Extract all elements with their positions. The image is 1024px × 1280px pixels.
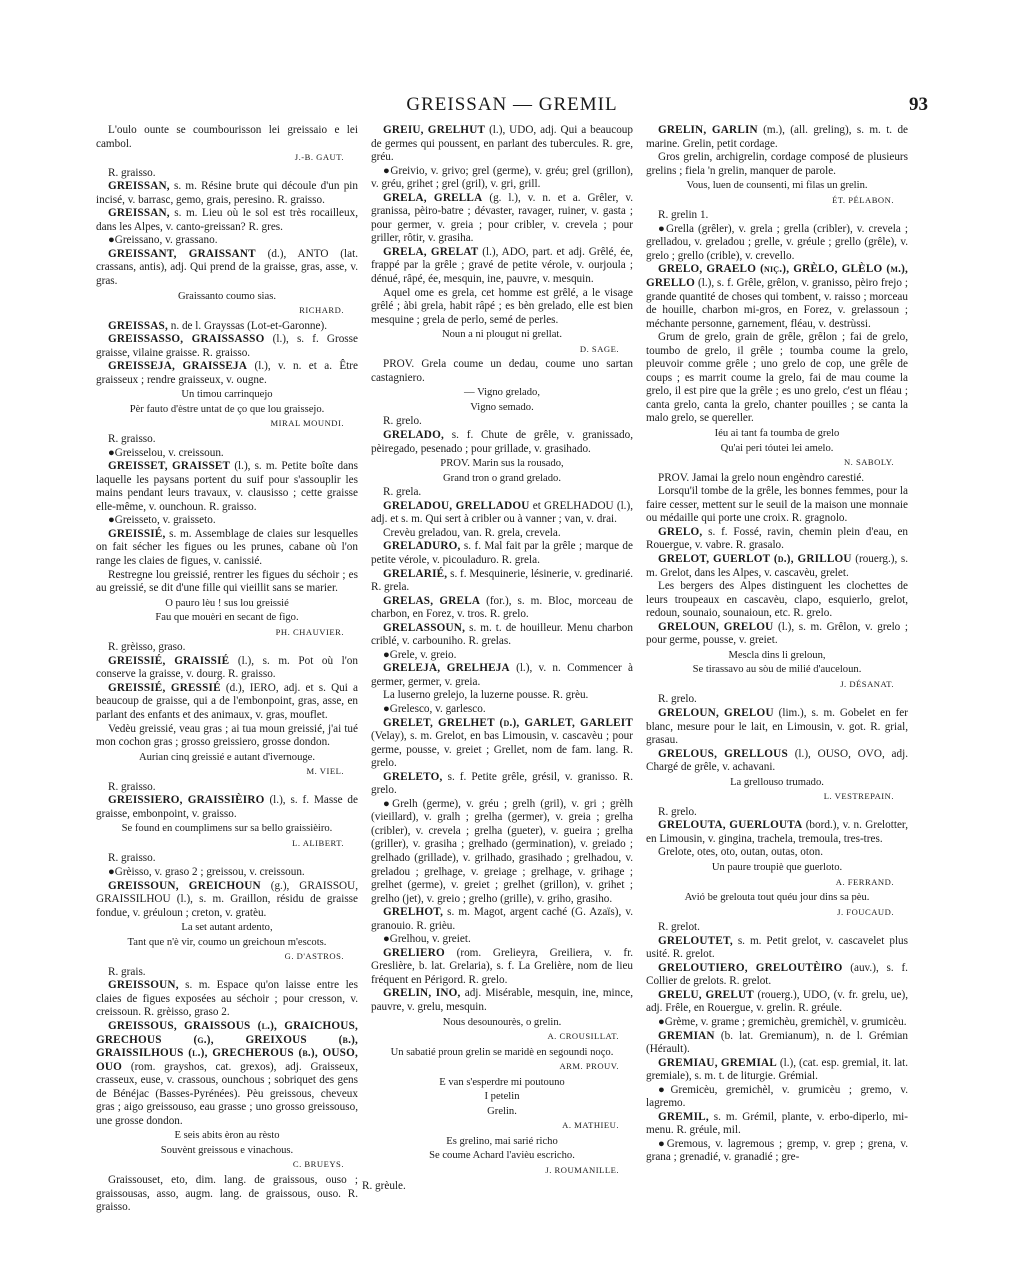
- text-paragraph: La luserno grelejo, la luzerne pousse. R. grèu.: [383, 689, 589, 702]
- dictionary-entry: [371, 906, 633, 933]
- text-paragraph: R. graisso.: [108, 780, 156, 793]
- dictionary-entry: [96, 320, 358, 334]
- entry-headword: GREISSAN,: [108, 180, 170, 193]
- entry-headword: GREISSOUN,: [108, 979, 179, 992]
- page-header: [0, 94, 1024, 124]
- dictionary-entry: [646, 1030, 908, 1057]
- quotation-source: J. ROUMANILLE.: [545, 1165, 619, 1176]
- dictionary-entry: [646, 1111, 908, 1138]
- dictionary-entry: [96, 1020, 358, 1128]
- dictionary-entry: [96, 360, 358, 387]
- quotation-line: Graissanto coumo sias.: [178, 290, 276, 302]
- dictionary-entry: [646, 553, 908, 580]
- entry-headword: GREMIAN: [658, 1029, 715, 1042]
- dictionary-entry: [371, 622, 633, 649]
- quotation-source: MIRAL MOUNDI.: [270, 418, 344, 429]
- text-paragraph: R. graisso.: [108, 166, 156, 179]
- entry-definition: (l.), (cat. esp. gremial, it. lat. gremiale), s. m. t. de liturgie. Grémial.: [646, 1056, 908, 1083]
- dictionary-entry: [371, 662, 633, 689]
- quotation-source: L. ALIBERT.: [292, 837, 344, 848]
- entry-headword: GREISSASSO, GRAISSASSO: [108, 333, 265, 346]
- text-paragraph: ●Grelh (germe), v. gréu ; grelh (gril), v. gri ; grèlh (vieillard), v. gralh ; grelha (germer), v. greia ; grelha (cribler), v. crevela ; grelha (gueter), v. gueira ; grelha (griller), v. grasiha ; grelhado (germination), v. greiado ; grelhado (grillade), v. grilhado, grasihado ; grelhadou, v. greladou ; grelhage, v. greiage ; grelhage, v. grihage ; grelhet (germe), v. greiet ; grelhet (grillon), v. grihet ; grelho (jet), v. greio ; grelho (grille), v. griho, grasiho.: [371, 797, 633, 905]
- quotation-source: A. MATHIEU.: [562, 1120, 619, 1131]
- entry-definition: (l.), s. f. Grêle, grêlon, v. granisso, pèiro frejo ; grande quantité de choses qui tombent, v. raisso ; morceau de houille, charbon mi-gros, en Forez, v. grelassoun ; méchante personne, garnement, fléau, v. destrùssi.: [646, 277, 908, 330]
- dictionary-entry: [646, 1057, 908, 1084]
- quotation-source: A. CROUSILLAT.: [547, 1031, 619, 1042]
- entry-headword: GRELOUTA, GUERLOUTA: [658, 819, 803, 832]
- entry-headword: GREISSET, GRAISSET: [108, 460, 231, 473]
- quotation-source: PH. CHAUVIER.: [275, 626, 344, 637]
- text-paragraph: Grum de grelo, grain de grêle, grêlon ; fai de grelo, toumbo de grelo, il grêle ; toumba coume la grelo, pleuvoir comme grêle ; uno grelo de cop, une grêle de coups ; es marrit coume la grelo, fai de mau coume la grelo, il est pire que la grêle ; es uno grelo, c'est un fléau ; canta grelo, canta la grelo, chanter pouilles ; se canta la malo grelo, se quereller.: [646, 331, 908, 425]
- entry-headword: GRELO, GRAELO (niç.), GRÈLO, GLÈLO (m.), GRELLO: [646, 263, 908, 290]
- text-paragraph: R. grelo.: [383, 415, 422, 428]
- quotation-source: C. BRUEYS.: [292, 1159, 344, 1170]
- entry-headword: GREISSIÉ, GRESSIÉ: [108, 681, 221, 694]
- column-left: [96, 124, 358, 1214]
- dictionary-entry: [96, 655, 358, 682]
- dictionary-entry: [371, 947, 633, 988]
- column-middle-last-line: R. grèule.: [362, 1180, 406, 1192]
- entry-headword: GREMIAU, GREMIAL: [658, 1056, 777, 1069]
- dictionary-entry: [371, 192, 633, 246]
- entry-headword: GRELADOU, GRELLADOU: [383, 499, 530, 512]
- text-paragraph: R. grelo.: [658, 805, 697, 818]
- text-paragraph: ●Grèisso, v. graso 2 ; greissou, v. creissoun.: [108, 865, 305, 878]
- quotation-line: Un timou carrinquejo: [181, 389, 273, 401]
- entry-headword: GRELADURO,: [383, 540, 461, 553]
- text-paragraph: R. graisso.: [108, 433, 156, 446]
- text-paragraph: PROV. Jamai la grelo noun engèndro carestié.: [658, 471, 865, 484]
- entry-headword: GRELU, GRELUT: [658, 988, 754, 1001]
- entry-headword: GRELOUN, GRELOU: [658, 620, 774, 633]
- text-paragraph: Les bergers des Alpes distinguent les clochettes de leurs troupeaux en cascavèu, clapo, esquierlo, grelot, redoun, sounaio, sounaioun, etc. R. grelo.: [646, 580, 908, 620]
- text-paragraph: R. grais.: [108, 965, 146, 978]
- quotation-line: Se coume Achard l'avièu escricho.: [429, 1150, 575, 1162]
- text-paragraph: ●Greisselou, v. creissoun.: [108, 446, 224, 459]
- dictionary-entry: [96, 460, 358, 514]
- quotation-source: D. SAGE.: [579, 343, 619, 354]
- text-paragraph: Lorsqu'il tombe de la grêle, les bonnes femmes, pour la faire cesser, mettent sur le seuil de la maison une monnaie ou médaille qui porte une croix. R. gragnolo.: [646, 485, 908, 525]
- quotation-line: Grelin.: [487, 1105, 517, 1117]
- text-paragraph: ●Gremous, v. lagremous ; gremp, v. grep ; grena, v. grana ; grenadié, v. granadié ; gre-: [646, 1137, 908, 1164]
- text-paragraph: ●Grella (grêler), v. grela ; grella (cribler), v. crevela ; grelladou, v. greladou ; grelle, v. gréule ; grello (grêle), v. grelo ; grello (crible), v. crevello.: [646, 222, 908, 262]
- entry-headword: GRELEJA, GRELHEJA: [383, 662, 510, 675]
- text-paragraph: Grelote, otes, oto, outan, outas, oton.: [658, 846, 823, 859]
- entry-definition: adj. Misérable, mesquin, ine, mince, pauvre, v. grelu, mesquin.: [371, 987, 633, 1013]
- text-paragraph: ●Grelhou, v. greiet.: [383, 933, 471, 946]
- quotation-line: Tant que n'è vir, coumo un greichoun m'escots.: [127, 936, 327, 948]
- quotation-line: Noun a ni plougut ni grellat.: [441, 329, 563, 341]
- dictionary-entry: [96, 207, 358, 234]
- dictionary-entry: [646, 263, 908, 331]
- entry-definition: (g.), GRAISSOU, GRAISSILHOU (l.), s. m. Graillon, résidu de graisse fondue, v. gréuloun ; creton, v. gratèu.: [96, 879, 358, 919]
- text-paragraph: L'oulo ounte se coumbourisson lei greissaio e lei cambol.: [96, 124, 358, 150]
- text-paragraph: R. grelo.: [658, 693, 697, 706]
- entry-headword: GREISSAS,: [108, 319, 168, 332]
- text-paragraph: R. grelin 1.: [658, 209, 709, 222]
- dictionary-entry: [96, 979, 358, 1020]
- text-paragraph: ●Grème, v. grame ; gremichèu, gremichèl, v. grumicèu.: [658, 1016, 907, 1028]
- dictionary-entry: [646, 962, 908, 989]
- entry-definition: s. m. Résine brute qui découle d'un pin incisé, v. barrasc, gemo, grais, peresino. R. graisso.: [96, 180, 358, 206]
- entry-headword: GRELOT, GUERLOT (d.), GRILLOU: [658, 552, 852, 565]
- entry-definition: (d.), ANTO (lat. crassans, antis), adj. Qui prend de la graisse, gras, asse, v. gras.: [96, 247, 358, 288]
- entry-definition: (l.), OUSO, OVO, adj. Chargé de grêle, v. achavani.: [646, 747, 908, 774]
- quotation-source: M. VIEL.: [306, 766, 344, 777]
- entry-headword: GRELIERO: [383, 946, 445, 959]
- entry-headword: GRELETO,: [383, 770, 443, 783]
- entry-headword: GRELET, GRELHET (d.), GARLET, GARLEIT: [383, 716, 633, 729]
- entry-definition: (for.), s. m. Bloc, morceau de charbon, en Forez, v. tros. R. grelo.: [371, 594, 633, 621]
- entry-headword: GRELADO,: [383, 429, 444, 442]
- quotation-source: ARM. PROUV.: [559, 1061, 619, 1072]
- dictionary-entry: [371, 771, 633, 798]
- quotation-line: Avió be grelouta tout quéu jour dins sa pèu.: [684, 892, 870, 904]
- quotation-line: Aurian cinq greissié e autant d'ivernouge.: [138, 751, 316, 763]
- quotation-line: I petelin: [484, 1091, 520, 1103]
- entry-definition: s. m. Magot, argent caché (G. Azaïs), v. granouio. R. grièu.: [371, 906, 633, 932]
- entry-definition: s. m. Petit grelot, v. cascavelet plus usité. R. grelot.: [646, 934, 908, 961]
- entry-headword: GREISSIERO, GRAISSIÈIRO: [108, 794, 265, 807]
- dictionary-entry: [646, 621, 908, 648]
- dictionary-entry: [371, 717, 633, 771]
- entry-definition: (l.), v. n. et a. Être graisseux ; rendre graisseux, v. ougne.: [96, 360, 358, 386]
- entry-headword: GREISSOUN, GREICHOUN: [108, 879, 261, 892]
- entry-definition: (l.), UDO, adj. Qui a beaucoup de germes qui poussent, en parlant des tubercules. R. gre, gréu.: [371, 124, 633, 164]
- entry-definition: (Velay), s. m. Grelot, en bas Limousin, v. cascavèu ; pour germe, pousse, v. greiet ; Grellet, nom de fam. lang. R. grelo.: [371, 730, 633, 770]
- entry-headword: GRELOUTIERO, GRELOUTÈIRO: [658, 961, 843, 974]
- text-paragraph: ●Grele, v. greio.: [383, 648, 457, 661]
- entry-headword: GRELHOT,: [383, 906, 444, 919]
- quotation-line: Mescla dins li greloun,: [728, 649, 826, 661]
- entry-definition: (l.), s. m. Petite boîte dans laquelle les paysans portent du suif pour s'assouplir les mains pendant leurs travaux, v. clausisso ; cette graisse elle-même, v. ounchoun. R. graisso.: [96, 460, 358, 513]
- text-paragraph: ●Gremicèu, gremichèl, v. grumicèu ; gremo, v. lagremo.: [646, 1083, 908, 1110]
- entry-definition: (lim.), s. m. Gobelet en fer blanc, mesure pour le lait, en Limousin, v. got. R. grial, grasau.: [646, 706, 908, 747]
- quotation-source: RICHARD.: [299, 305, 344, 316]
- entry-definition: (rouerg.), s. m. Grelot, dans les Alpes, v. cascavèu, grelet.: [646, 552, 908, 579]
- dictionary-entry: [96, 528, 358, 569]
- entry-headword: GREISSIÉ,: [108, 527, 166, 540]
- column-right: [646, 124, 908, 1204]
- entry-headword: GREISSEJA, GRAISSEJA: [108, 360, 248, 373]
- quotation-line: Nous desounourès, o grelin.: [442, 1016, 562, 1028]
- text-paragraph: ●Greissano, v. grassano.: [108, 234, 218, 247]
- entry-headword: GREIU, GRELHUT: [383, 124, 486, 136]
- entry-headword: GREISSANT, GRAISSANT: [108, 247, 256, 260]
- entry-headword: GREISSAN,: [108, 207, 170, 220]
- dictionary-entry: [646, 526, 908, 553]
- dictionary-entry: [371, 429, 633, 456]
- quotation-line: Un paure troupiè que guerloto.: [711, 861, 843, 873]
- quotation-line: La set autant ardento,: [181, 922, 273, 934]
- text-paragraph: R. grèisso, graso.: [108, 641, 186, 654]
- entry-definition: s. m. Grémil, plante, v. erbo-diperlo, mi-menu. R. gréule, mil.: [646, 1110, 908, 1137]
- quotation-line: PROV. Marin sus la rousado,: [440, 458, 564, 470]
- dictionary-entry: [646, 989, 908, 1016]
- entry-headword: GRELOUS, GRELLOUS: [658, 747, 788, 760]
- entry-definition: s. m. Espace qu'on laisse entre les claies de figues exposées au séchoir ; pour cresson, v. creissoun. R. grèisso, graso 2.: [96, 979, 358, 1019]
- dictionary-entry: [371, 595, 633, 622]
- entry-definition: (rom. Grelieyra, Greiliera, v. fr. Greslière, b. lat. Grelaria), s. f. La Grelière, nom de lieu fréquent en Périgord. R. grelo.: [371, 946, 633, 986]
- quotation-source: L. VESTREPAIN.: [823, 791, 894, 802]
- text-paragraph: PROV. Grela coume un dedau, coume uno sartan castagniero.: [371, 358, 633, 384]
- entry-definition: (bord.), v. n. Grelotter, en Limousin, v. gingina, trachela, tremoula, tres-tres.: [646, 819, 908, 845]
- quotation-source: G. D'ASTROS.: [284, 951, 344, 962]
- entry-definition: (m.), (all. greling), s. m. t. de marine. Grelin, petit cordage.: [646, 124, 908, 150]
- text-paragraph: Gros grelin, archigrelin, cordage composé de plusieurs grelins ; fiela 'n grelin, manquer de parole.: [646, 151, 908, 177]
- entry-definition: (l.), v. n. Commencer à germer, germer, v. greia.: [371, 662, 633, 688]
- text-paragraph: R. grelot.: [658, 921, 700, 934]
- entry-definition: s. f. Chute de grêle, v. granissado, pèiregado, pesenado ; pour grillade, v. grasihado.: [371, 429, 633, 455]
- text-paragraph: ●Greisseto, v. graisseto.: [108, 514, 216, 527]
- dictionary-entry: [646, 935, 908, 962]
- dictionary-entry: [371, 987, 633, 1014]
- dictionary-entry: [646, 819, 908, 846]
- entry-headword: GRELOUTET,: [658, 934, 733, 947]
- quotation-line: Vous, luen de counsenti, mi filas un grelin.: [686, 180, 868, 192]
- entry-definition: n. de l. Grayssas (Lot-et-Garonne).: [167, 319, 328, 332]
- quotation-line: Qu'ai peri tóutei lei amelo.: [720, 442, 834, 454]
- quotation-line: Pèr fauto d'èstre untat de ço que lou graissejo.: [129, 403, 325, 415]
- dictionary-entry: [96, 880, 358, 921]
- dictionary-entry: [646, 707, 908, 748]
- entry-headword: GRELA, GRELAT: [383, 245, 479, 258]
- entry-headword: GREISSIÉ, GRAISSIÉ: [108, 654, 230, 667]
- entry-definition: s. m. t. de houilleur. Menu charbon criblé, v. carbouniho. R. grelas.: [371, 621, 633, 648]
- text-paragraph: Restregne lou greissié, rentrer les figues du séchoir ; es au greissié, se dit d'une fille qui vieillit sans se marier.: [96, 568, 358, 595]
- quotation-line: Fau que mouèri en secant de figo.: [155, 612, 299, 624]
- entry-headword: GRELARIÉ,: [383, 567, 448, 580]
- quotation-line: La grellouso trumado.: [730, 776, 824, 788]
- page-number: 93: [909, 94, 928, 115]
- entry-definition: (l.), s. m. Grêlon, v. grelo ; pour germe, pousse, v. greiet.: [646, 620, 908, 647]
- dictionary-entry: [371, 124, 633, 165]
- quotation-line: Un sabatié proun grelin se maridè en segoundi noço.: [390, 1046, 614, 1058]
- text-paragraph: ●Grelesco, v. garlesco.: [383, 702, 486, 715]
- quotation-line: Souvènt greissous e vinachous.: [160, 1144, 294, 1156]
- entry-definition: s. f. Mesquinerie, lésinerie, v. gredinarié. R. grela.: [371, 567, 633, 594]
- dictionary-entry: [96, 180, 358, 207]
- quotation-source: ÉT. PÉLABON.: [832, 194, 894, 205]
- dictionary-entry: [371, 500, 633, 527]
- text-paragraph: Aquel ome es grela, cet homme est grêlé, a le visage grêlé ; àbi grela, habit râpé ; es bèn grelado, elle est bien mesquine ; grela de perlo, semé de perles.: [371, 286, 633, 326]
- entry-definition: s. m. Assemblage de claies sur lesquelles on fait sécher les figues ou les prunes, cabane où l'on range les claies de figues, v. canissié.: [96, 527, 358, 567]
- quotation-source: A. FERRAND.: [835, 876, 894, 887]
- text-paragraph: Vedèu greissié, veau gras ; ai tua moun greissié, j'ai tué mon cochon gras ; grosso greissiero, grosse dondon.: [96, 722, 358, 749]
- dictionary-entry: [646, 748, 908, 775]
- entry-definition: (l.), ADO, part. et adj. Grêlé, ée, frappé par la grêle ; gravé de petite vérole, v. ourjoula ; dénué, râpé, ée, mesquin, ine, pauvre, v. mesquin.: [371, 245, 633, 286]
- entry-definition: s. f. Petite grêle, grésil, v. granisso. R. grelo.: [371, 770, 633, 797]
- entry-definition: (l.), s. f. Masse de graisse, embonpoint, v. graisso.: [96, 794, 358, 820]
- quotation-line: Vigno semado.: [470, 401, 534, 413]
- text-paragraph: Graissouset, eto, dim. lang. de graissous, ouso ; graissousas, asso, augm. lang. de graissous, ouso. R. graisso.: [96, 1174, 358, 1214]
- entry-definition: (rom. grayshos, cat. grexos), adj. Graisseux, crasseux, euse, v. crassous, ounchous ; sobriquet des gens de Bénéjac (Basses-Pyrénées). Pèu greissous, cheveux gras ; aigo greissouso, eau grasse ; uno grosso greissouso, une grosse dondon.: [96, 1060, 358, 1127]
- quotation-line: O pauro lèu ! sus lou greissié: [165, 597, 289, 609]
- entry-definition: (auv.), s. f. Collier de grelots. R. grelot.: [646, 961, 908, 988]
- quotation-source: J. FOUCAUD.: [837, 906, 894, 917]
- entry-definition: (b. lat. Gremianum), n. de l. Grémian (Hérault).: [646, 1029, 908, 1056]
- quotation-line: Es grelino, mai sarié richo: [446, 1135, 558, 1147]
- entry-headword: GRELIN, INO,: [383, 987, 461, 1000]
- entry-definition: s. f. Fossé, ravin, chemin plein d'eau, en Rouergue, v. vabre. R. grasalo.: [646, 525, 908, 552]
- dictionary-entry: [371, 246, 633, 287]
- dictionary-entry: [371, 568, 633, 595]
- entry-headword: GREISSOUS, GRAISSOUS (l.), GRAICHOUS, GRECHOUS (g.), GREIXOUS (b.), GRAISSILHOUS (l.), GRECHEROUS (b.), OUSO, OUO: [96, 1020, 358, 1073]
- entry-definition: (l.), s. m. Pot où l'on conserve la graisse, v. dourg. R. graisso.: [96, 654, 358, 681]
- dictionary-entry: [96, 333, 358, 360]
- quotation-line: Se tirassavo au sòu de milié d'auceloun.: [692, 664, 862, 676]
- entry-headword: GRELIN, GARLIN: [658, 124, 758, 136]
- entry-headword: GRELASSOUN,: [383, 621, 466, 634]
- dictionary-entry: [96, 794, 358, 821]
- quotation-line: E seis abits èron au rèsto: [174, 1130, 280, 1142]
- quotation-line: Se found en coumplimens sur sa bello graissièiro.: [121, 823, 333, 835]
- quotation-source: J.-B. GAUT.: [294, 152, 344, 163]
- column-middle: [371, 124, 633, 1204]
- entry-definition: s. m. Lieu où le sol est très rocailleux, dans les Alpes, v. canto-greissan? R. gres.: [96, 207, 358, 233]
- quotation-line: Iéu ai tant fa toumba de grelo: [714, 428, 840, 440]
- quotation-line: Grand tron o grand grelado.: [443, 472, 561, 484]
- text-paragraph: R. grela.: [383, 486, 422, 499]
- quotation-line: — Vigno grelado,: [464, 387, 540, 399]
- entry-definition: s. f. Mal fait par la grêle ; marque de petite vérole, v. picouladuro. R. grela.: [371, 540, 633, 566]
- quotation-line: E van s'esperdre mi poutouno: [439, 1076, 565, 1088]
- dictionary-entry: [646, 124, 908, 151]
- dictionary-entry: [96, 682, 358, 723]
- quotation-source: N. SABOLY.: [843, 457, 894, 468]
- dictionary-entry: [371, 540, 633, 567]
- entry-definition: (rouerg.), UDO, (v. fr. grelu, ue), adj. Frêle, en Rouergue, v. grelin. R. gréule.: [646, 988, 908, 1015]
- entry-headword: GRELAS, GRELA: [383, 594, 481, 607]
- entry-headword: GRELO,: [658, 525, 703, 538]
- text-paragraph: ●Greivio, v. grivo; grel (germe), v. gréu; grel (grillon), v. gréu, grihet ; grel (gril), v. gri, grill.: [371, 164, 633, 191]
- entry-definition: et GRELHADOU (l.), adj. et s. m. Qui sert à cribler ou à vanner ; van, v. drai.: [371, 499, 633, 526]
- text-paragraph: R. graisso.: [108, 852, 156, 865]
- entry-definition: (d.), IERO, adj. et s. Qui a beaucoup de graisse, qui a de l'embonpoint, gras, asse, en parlant des enfants et des animaux, v. gras, mouflet.: [96, 681, 358, 721]
- dictionary-entry: [96, 248, 358, 289]
- entry-headword: GRELA, GRELLA: [383, 191, 483, 204]
- entry-definition: (l.), s. f. Grosse graisse, vilaine graisse. R. graisso.: [96, 333, 358, 359]
- entry-headword: GREMIL,: [658, 1110, 709, 1123]
- entry-definition: (g. l.), v. n. et a. Grêler, v. granissa, pèiro-batre ; dévaster, ravager, ruiner, v. gasta ; pour germer, v. greia ; pour cribler, v. crevela ; pour griller, rôtir, v. grasiha.: [371, 191, 634, 245]
- text-paragraph: Crevèu greladou, van. R. grela, crevela.: [383, 526, 561, 539]
- entry-headword: GRELOUN, GRELOU: [658, 706, 774, 719]
- quotation-source: J. DÉSANAT.: [840, 678, 894, 689]
- running-head-title: GREISSAN — GREMIL: [406, 94, 618, 115]
